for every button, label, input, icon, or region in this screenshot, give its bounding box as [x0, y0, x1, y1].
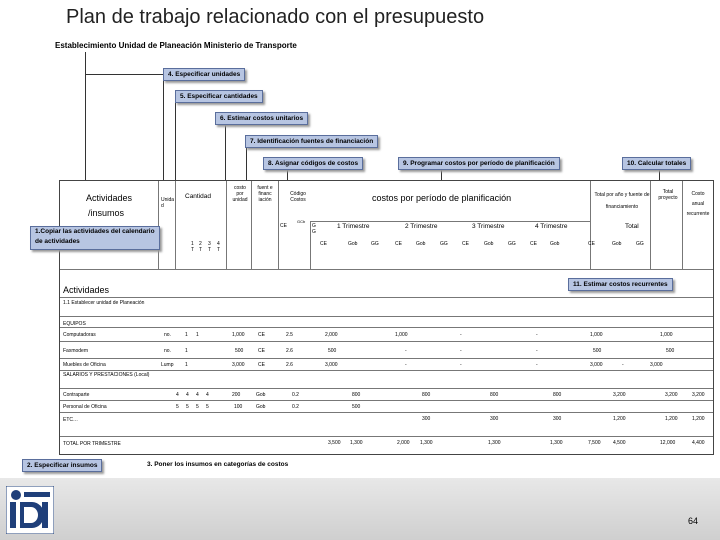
row-faxmodem: Faxmodem: [63, 348, 89, 354]
col-header-costo-unidad: costo por unidad: [232, 185, 248, 203]
sub-col-gob: Gob: [484, 241, 494, 247]
idi-logo: [6, 486, 54, 534]
step-5-box: 5. Especificar cantidades: [175, 90, 263, 103]
step-1-box: 1.Copiar las actividades del calendario de actividades: [30, 226, 160, 250]
col-header-unidad: Unida d: [161, 197, 175, 209]
step-7-box: 7. Identificación fuentes de financiación: [245, 135, 378, 148]
row-etc: ETC…: [63, 417, 78, 423]
connector-line: [85, 74, 163, 75]
total-header: Total: [625, 223, 639, 230]
quarter-1-header: 1 Trimestre: [337, 223, 370, 230]
step-8-box: 8. Asignar códigos de costos: [263, 157, 363, 170]
step-11-box: 11. Estimar costos recurrentes: [568, 278, 673, 291]
page-number: 64: [688, 516, 699, 526]
idi-logo-icon: [6, 486, 54, 534]
sub-col-gg: GG: [371, 241, 379, 247]
col-header-insumos: /insumos: [88, 208, 125, 218]
quarter-4-header: 4 Trimestre: [535, 223, 568, 230]
budget-table: Actividades /insumos Unida d Cantidad costo por unidad fuent e financ iación Código Costos CE GCb G G costos por período de planificación Total por año y fuente de financiamiento Total proyecto Costo anual recurrente 1 Trimestre 2 Trimestre 3 Trimestre 4 Trimestre Total CE Gob GG CE Gob GG CE Gob GG CE Gob CE Gob GG 1 T 2 T 3 T 4 T Actividades 1.1 Establecer unidad de Planeación EQUIPOS Computadoras no. 1 1 1,000 CE 2.5 2,000 1,000 - - 1,000 1,000 Faxmodem no. 1 500 CE 2.6 500 - - - 500 500 Muebles de Oficina Lump 1 3,000 CE 2.6 3,000 - - - 3,000 - 3,000 SALARIOS Y PRESTACIONES (Local) Contraparte 4 4 4 4 200 Gob 0.2 800 800 800 800 3,200 3,200 3,200 Personal de Oficina 5 5 5 5 100 Gob 0.2 500 ETC… 300 300 300 1,200 1,200 1,200 TOTAL POR TRIMESTRE 3,500 1,300 2,000 1,300 1,300 1,300 7,500 4,500 12,000 4,400: [59, 180, 714, 455]
step-3-label: 3. Poner los insumos en categorías de costos: [147, 461, 289, 468]
quarter-2-header: 2 Trimestre: [405, 223, 438, 230]
sub-col-gg: GG: [636, 241, 644, 247]
col-header-costos-periodo: costos por período de planificación: [372, 193, 512, 203]
col-header-actividades: Actividades: [86, 193, 133, 203]
footer-band: [0, 478, 720, 540]
step-6-box: 6. Estimar costos unitarios: [215, 112, 308, 125]
col-header-gcb: GCb: [297, 219, 306, 224]
connector-line: [225, 118, 226, 184]
sub-col-gg: GG: [508, 241, 516, 247]
step-2-box: 2. Especificar insumos: [22, 459, 102, 472]
q-num-3: 3 T: [208, 241, 212, 253]
col-header-fuente: fuent e financ iación: [257, 185, 273, 203]
row-muebles: Muebles de Oficina: [63, 362, 106, 368]
row-salarios: SALARIOS Y PRESTACIONES (Local): [63, 372, 150, 378]
connector-line: [163, 74, 164, 190]
col-header-total-proyecto: Total proyecto: [658, 189, 678, 201]
q-num-4: 4 T: [217, 241, 221, 253]
sub-col-gob: Gob: [348, 241, 358, 247]
step-4-box: 4. Especificar unidades: [163, 68, 245, 81]
row-actividades: Actividades: [63, 285, 110, 295]
step-10-box: 10. Calcular totales: [622, 157, 691, 170]
connector-line: [175, 96, 176, 184]
row-computadoras: Computadoras: [63, 332, 96, 338]
sub-col-ce: CE: [462, 241, 469, 247]
sub-col-ce: CE: [530, 241, 537, 247]
slide-title: Plan de trabajo relacionado con el presupuesto: [66, 6, 485, 28]
sub-col-ce: CE: [395, 241, 402, 247]
q-num-1: 1 T: [191, 241, 195, 253]
connector-line: [85, 52, 86, 184]
col-header-codigo: Código Costos: [290, 191, 306, 203]
col-header-costo-anual: Costo anual recurrente: [686, 191, 710, 217]
sub-col-ce: CE: [588, 241, 595, 247]
row-total-trimestre: TOTAL POR TRIMESTRE: [63, 441, 121, 447]
sub-col-gg: GG: [440, 241, 448, 247]
sub-col-ce: CE: [320, 241, 327, 247]
sub-col-gob: Gob: [550, 241, 560, 247]
col-header-cantidad: Cantidad: [185, 193, 212, 200]
row-equipos: EQUIPOS: [63, 321, 86, 327]
col-header-ce: CE: [280, 223, 287, 229]
row-personal: Personal de Oficina: [63, 404, 107, 410]
row-1-1: 1.1 Establecer unidad de Planeación: [63, 300, 145, 306]
sub-col-gob: Gob: [612, 241, 622, 247]
step-9-box: 9. Programar costos por período de planificación: [398, 157, 560, 170]
quarter-3-header: 3 Trimestre: [472, 223, 505, 230]
col-header-g: G G: [312, 223, 316, 235]
slide-subtitle: Establecimiento Unidad de Planeación Ministerio de Transporte: [55, 41, 297, 50]
sub-col-gob: Gob: [416, 241, 426, 247]
col-header-total-anio: Total por año y fuente de financiamiento: [594, 192, 650, 210]
q-num-2: 2 T: [199, 241, 203, 253]
row-contraparte: Contraparte: [63, 392, 90, 398]
